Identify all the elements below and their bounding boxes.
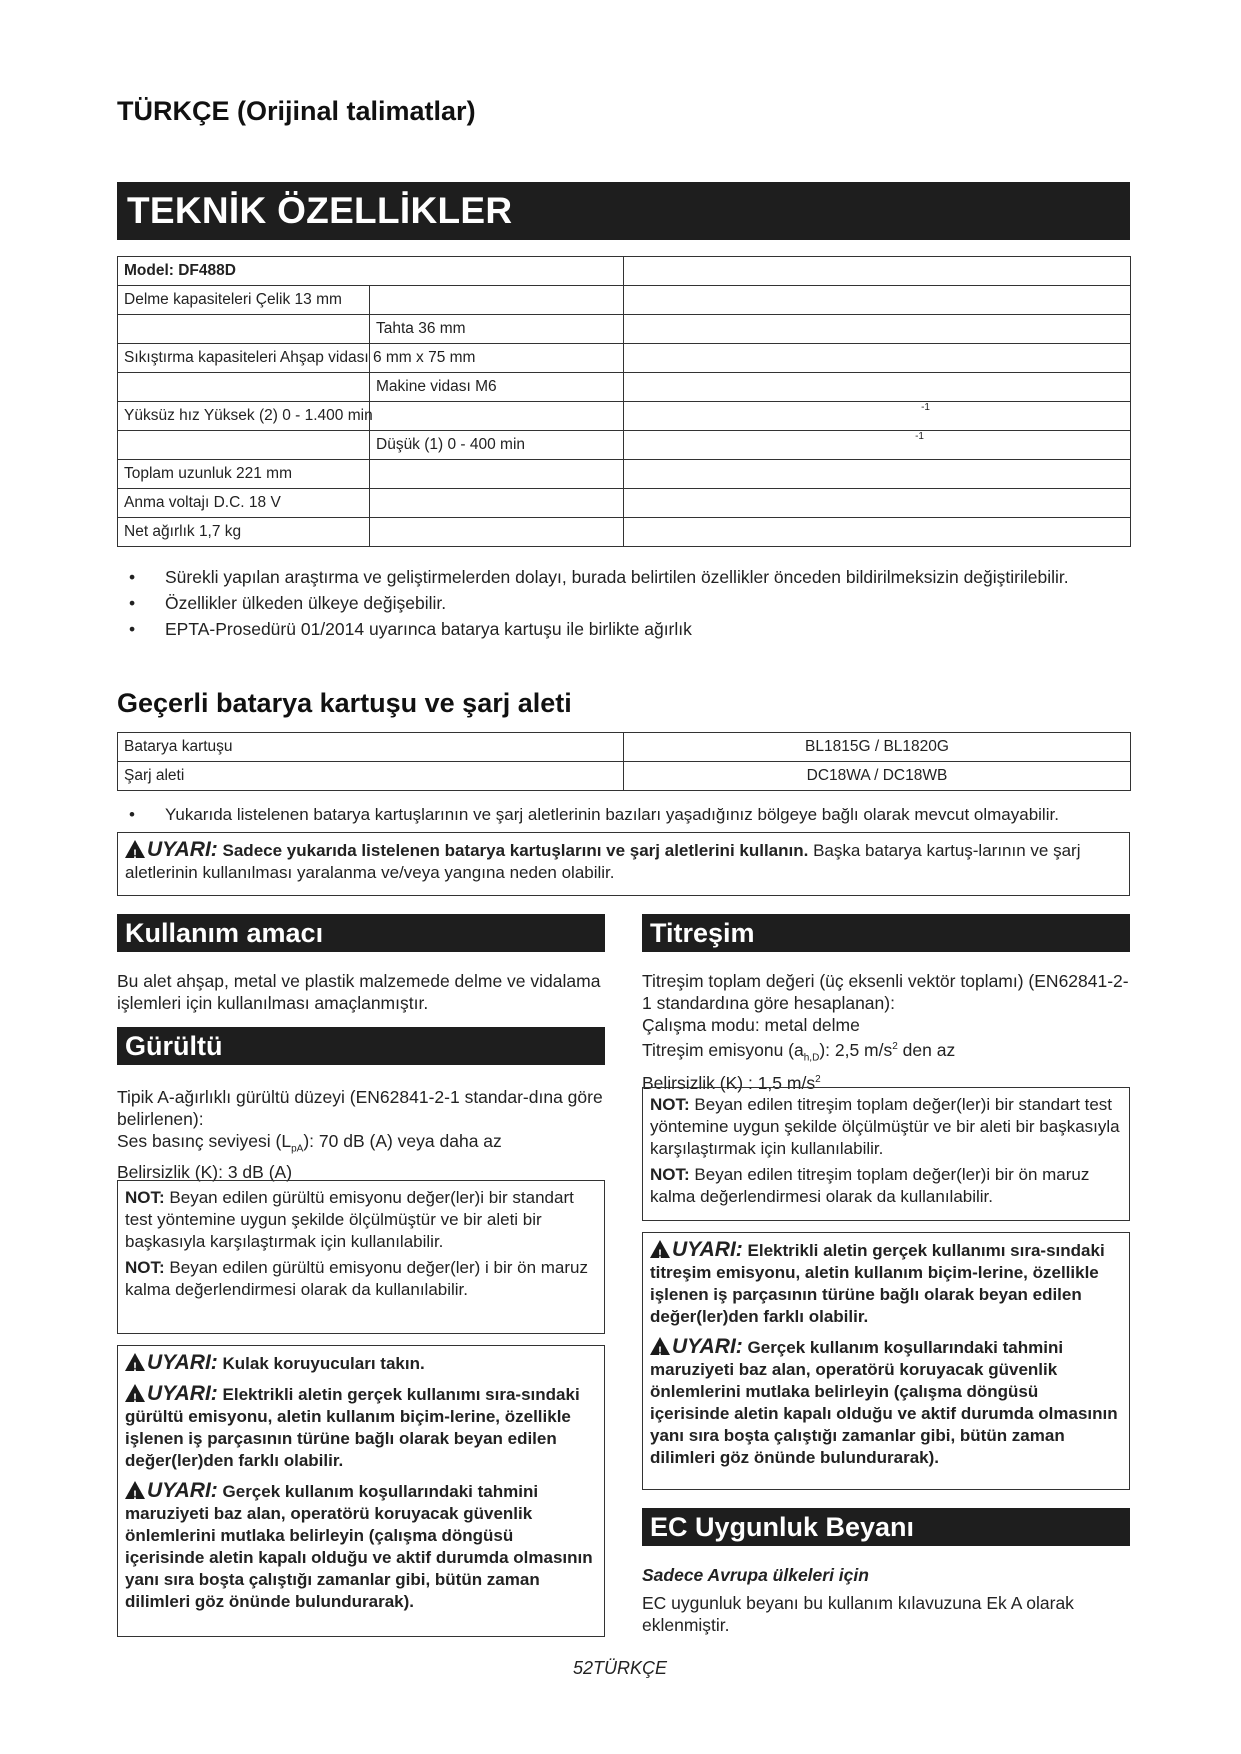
note-text: Beyan edilen gürültü emisyonu değer(ler) i bir ön maruz kalma değerlendirmesi olarak da kullanılabilir. bbox=[125, 1258, 589, 1299]
noise-pressure-line bbox=[117, 1130, 605, 1161]
note-label: NOT: bbox=[650, 1095, 690, 1114]
spec-note: • EPTA-Prosedürü 01/2014 uyarınca batarya kartuşu ile birlikte ağırlık bbox=[117, 618, 1130, 640]
noise-info bbox=[117, 1086, 605, 1183]
spec-row bbox=[118, 460, 1131, 489]
spec-empty-cell bbox=[624, 315, 1131, 344]
spec-value-cell bbox=[370, 460, 624, 489]
noise-title: Gürültü bbox=[117, 1027, 605, 1065]
spec-note: • Sürekli yapılan araştırma ve geliştirmelerden dolayı, burada belirtilen özellikler önceden bildirilmeksizin değiştirilebilir. bbox=[117, 566, 1130, 588]
vibration-info bbox=[642, 970, 1130, 1094]
vibration-warning bbox=[650, 1239, 1122, 1328]
spec-empty-cell bbox=[624, 489, 1131, 518]
warning-triangle-icon bbox=[125, 1353, 145, 1371]
vibration-emission-value: ): 2,5 m/s bbox=[819, 1039, 893, 1060]
intended-use-text: Bu alet ahşap, metal ve plastik malzemede delme ve vidalama işlemleri için kullanılması amaçlanmıştır. bbox=[117, 971, 601, 1013]
noise-pressure-value: ): 70 dB (A) veya daha az bbox=[303, 1131, 502, 1151]
spec-row bbox=[118, 518, 1131, 547]
spec-row-model bbox=[118, 257, 1131, 286]
battery-row bbox=[118, 733, 1131, 762]
vibration-uncertainty-sup: 2 bbox=[815, 1074, 821, 1086]
vibration-emission bbox=[642, 1036, 1130, 1069]
ec-title: EC Uygunluk Beyanı bbox=[642, 1508, 1130, 1546]
warning-text: Elektrikli aletin gerçek kullanımı sıra-sındaki gürültü emisyonu, aletin kullanım biçim-lerine, özellikle işlenen iş parçasının türüne bağlı olarak beyan edilen değer(ler)den farklı olabilir. bbox=[125, 1385, 580, 1470]
note-label: NOT: bbox=[650, 1165, 690, 1184]
spec-superscript: -1 bbox=[624, 431, 1131, 460]
spec-empty-cell bbox=[624, 344, 1131, 373]
warning-label: UYARI: bbox=[147, 1351, 218, 1374]
spec-row bbox=[118, 315, 1131, 344]
spec-label-cell: Delme kapasiteleri Çelik 13 mm bbox=[118, 286, 370, 315]
spec-label-cell: Sıkıştırma kapasiteleri Ahşap vidası 6 mm x 75 mm bbox=[118, 344, 370, 373]
noise-warning-box bbox=[117, 1345, 605, 1637]
warning-label: UYARI: bbox=[147, 1382, 218, 1405]
warning-triangle-icon bbox=[650, 1240, 670, 1258]
vibration-warning bbox=[650, 1336, 1122, 1469]
warning-triangle-icon bbox=[125, 1384, 145, 1402]
vibration-emission-label: Titreşim emisyonu (a bbox=[642, 1039, 804, 1060]
note-text: Beyan edilen titreşim toplam değer(ler)i bir ön maruz kalma değerlendirmesi olarak da kullanılabilir. bbox=[650, 1165, 1090, 1206]
warning-text: Gerçek kullanım koşullarındaki tahmini maruziyeti baz alan, operatörü koruyacak güvenlik önlemlerini mutlaka belirleyin (çalışma döngüsü içerisinde aletin kapalı olduğu ve aktif durumda olmasının yanı sıra boşta çalıştığı zamanlar gibi, bütün zaman dilimleri göz önünde bulundurarak). bbox=[650, 1338, 1118, 1467]
spec-row bbox=[118, 489, 1131, 518]
vibration-note bbox=[650, 1094, 1122, 1160]
spec-label-cell: Net ağırlık 1,7 kg bbox=[118, 518, 370, 547]
noise-warning bbox=[125, 1383, 597, 1472]
specs-section-title: TEKNİK ÖZELLİKLER bbox=[117, 182, 1130, 240]
spec-empty-cell bbox=[624, 518, 1131, 547]
noise-uncertainty: Belirsizlik (K): 3 dB (A) bbox=[117, 1161, 293, 1182]
spec-empty-cell bbox=[624, 373, 1131, 402]
battery-section-title: Geçerli batarya kartuşu ve şarj aleti bbox=[117, 688, 572, 718]
warning-text: Kulak koruyucuları takın. bbox=[222, 1354, 425, 1373]
spec-note: • Özellikler ülkeden ülkeye değişebilir. bbox=[117, 592, 1130, 614]
warning-label: UYARI: bbox=[672, 1238, 743, 1261]
spec-label-cell bbox=[118, 373, 370, 402]
note-label: NOT: bbox=[125, 1258, 165, 1277]
noise-pressure-sub: pA bbox=[291, 1143, 304, 1155]
spec-row bbox=[118, 286, 1131, 315]
warning-triangle-icon bbox=[125, 1481, 145, 1499]
spec-value-cell bbox=[370, 286, 624, 315]
battery-value-cell: DC18WA / DC18WB bbox=[624, 762, 1131, 791]
warning-bold-text: Sadece yukarıda listelenen batarya kartuşlarını ve şarj aletlerini kullanın. bbox=[222, 841, 809, 860]
warning-label: UYARI: bbox=[147, 1479, 218, 1502]
spec-row bbox=[118, 373, 1131, 402]
spec-value-cell bbox=[370, 518, 624, 547]
noise-note bbox=[125, 1257, 597, 1301]
page-heading: TÜRKÇE (Orijinal talimatlar) bbox=[117, 96, 476, 126]
spec-label-cell: Anma voltajı D.C. 18 V bbox=[118, 489, 370, 518]
battery-warning-box bbox=[117, 832, 1130, 896]
vibration-uncertainty-text: Belirsizlik (K) : 1,5 m/s bbox=[642, 1073, 816, 1094]
spec-superscript: -1 bbox=[624, 402, 1131, 431]
spec-value-cell: Tahta 36 mm bbox=[370, 315, 624, 344]
spec-value-cell: Düşük (1) 0 - 400 min bbox=[370, 431, 624, 460]
spec-empty-cell bbox=[624, 460, 1131, 489]
vibration-warning-box bbox=[642, 1232, 1130, 1490]
spec-value-cell bbox=[370, 489, 624, 518]
spec-empty-cell bbox=[624, 286, 1131, 315]
vibration-note bbox=[650, 1164, 1122, 1208]
spec-model-cell: Model: DF488D bbox=[118, 257, 624, 286]
vibration-emission-suffix: den az bbox=[897, 1039, 956, 1060]
battery-table bbox=[117, 732, 1131, 791]
warning-triangle-icon bbox=[125, 840, 145, 858]
vibration-mode: Çalışma modu: metal delme bbox=[642, 1015, 860, 1035]
note-text: Beyan edilen gürültü emisyonu değer(ler)i bir standart test yöntemine uygun şekilde ölçülmüştür ve bir aleti bir başkasıyla karşılaştırmak için kullanılabilir. bbox=[125, 1188, 574, 1251]
noise-line: Tipik A-ağırlıklı gürültü düzeyi (EN62841-2-1 standar-dına göre belirlenen): bbox=[117, 1087, 603, 1129]
spec-label-cell bbox=[118, 431, 370, 460]
vibration-note-box bbox=[642, 1087, 1130, 1221]
warning-label: UYARI: bbox=[672, 1335, 743, 1358]
spec-row bbox=[118, 344, 1131, 373]
vibration-emission-sup: 2 bbox=[892, 1041, 898, 1052]
warning-label: UYARI: bbox=[147, 838, 218, 861]
battery-note: • Yukarıda listelenen batarya kartuşlarının ve şarj aletlerinin bazıları yaşadığınız bölgeye bağlı olarak mevcut olmayabilir. bbox=[117, 804, 1130, 826]
note-label: NOT: bbox=[125, 1188, 165, 1207]
noise-pressure-label: Ses basınç seviyesi (L bbox=[117, 1131, 292, 1151]
spec-value-cell bbox=[370, 402, 624, 431]
noise-note bbox=[125, 1187, 597, 1253]
warning-triangle-icon bbox=[650, 1337, 670, 1355]
vibration-title: Titreşim bbox=[642, 914, 1130, 952]
spec-row bbox=[118, 402, 1131, 431]
battery-label-cell: Batarya kartuşu bbox=[118, 733, 624, 762]
spec-label-cell: Yüksüz hız Yüksek (2) 0 - 1.400 min bbox=[118, 402, 370, 431]
spec-empty-cell bbox=[624, 257, 1131, 286]
page-footer: 52TÜRKÇE bbox=[572, 1658, 668, 1678]
ec-text: EC uygunluk beyanı bu kullanım kılavuzuna Ek A olarak eklenmiştir. bbox=[642, 1593, 1074, 1635]
battery-label-cell: Şarj aleti bbox=[118, 762, 624, 791]
vibration-emission-sub: h,D bbox=[803, 1052, 820, 1064]
warning-text: Elektrikli aletin gerçek kullanımı sıra-sındaki titreşim emisyonu, aletin kullanım biçim-lerine, özellikle işlenen iş parçasının türüne bağlı olarak beyan edilen değer(ler)den farklı olabilir. bbox=[650, 1241, 1105, 1326]
spec-row bbox=[118, 431, 1131, 460]
vibration-line: Titreşim toplam değeri (üç eksenli vektör toplamı) (EN62841-2-1 standardına göre hesaplanan): bbox=[642, 971, 1129, 1013]
warning-text: Gerçek kullanım koşullarındaki tahmini maruziyeti baz alan, operatörü koruyacak güvenlik önlemlerini mutlaka belirleyin (çalışma döngüsü içerisinde aletin kapalı olduğu ve aktif durumda olmasının yanı sıra boşta çalıştığı zamanlar gibi, bütün zaman dilimleri göz önünde bulundurarak). bbox=[125, 1482, 593, 1611]
spec-label-cell bbox=[118, 315, 370, 344]
battery-note-list bbox=[117, 804, 1130, 830]
warning-text: Başka batarya kartuş-larının ve şarj aletlerinin kullanılması yaralanma ve/veya yangına neden olabilir. bbox=[125, 841, 1081, 882]
spec-label-cell: Toplam uzunluk 221 mm bbox=[118, 460, 370, 489]
battery-value-cell: BL1815G / BL1820G bbox=[624, 733, 1131, 762]
noise-warning bbox=[125, 1480, 597, 1613]
spec-value-cell: Makine vidası M6 bbox=[370, 373, 624, 402]
noise-note-box bbox=[117, 1180, 605, 1334]
battery-row bbox=[118, 762, 1131, 791]
spec-notes-list bbox=[117, 566, 1130, 644]
ec-subtitle: Sadece Avrupa ülkeleri için bbox=[642, 1565, 869, 1585]
intended-use-title: Kullanım amacı bbox=[117, 914, 605, 952]
spec-table bbox=[117, 256, 1131, 547]
noise-warning bbox=[125, 1352, 597, 1375]
note-text: Beyan edilen titreşim toplam değer(ler)i bir standart test yöntemine uygun şekilde ölçülmüştür ve bir aleti bir başkasıyla karşılaştırmak için kullanılabilir. bbox=[650, 1095, 1120, 1158]
